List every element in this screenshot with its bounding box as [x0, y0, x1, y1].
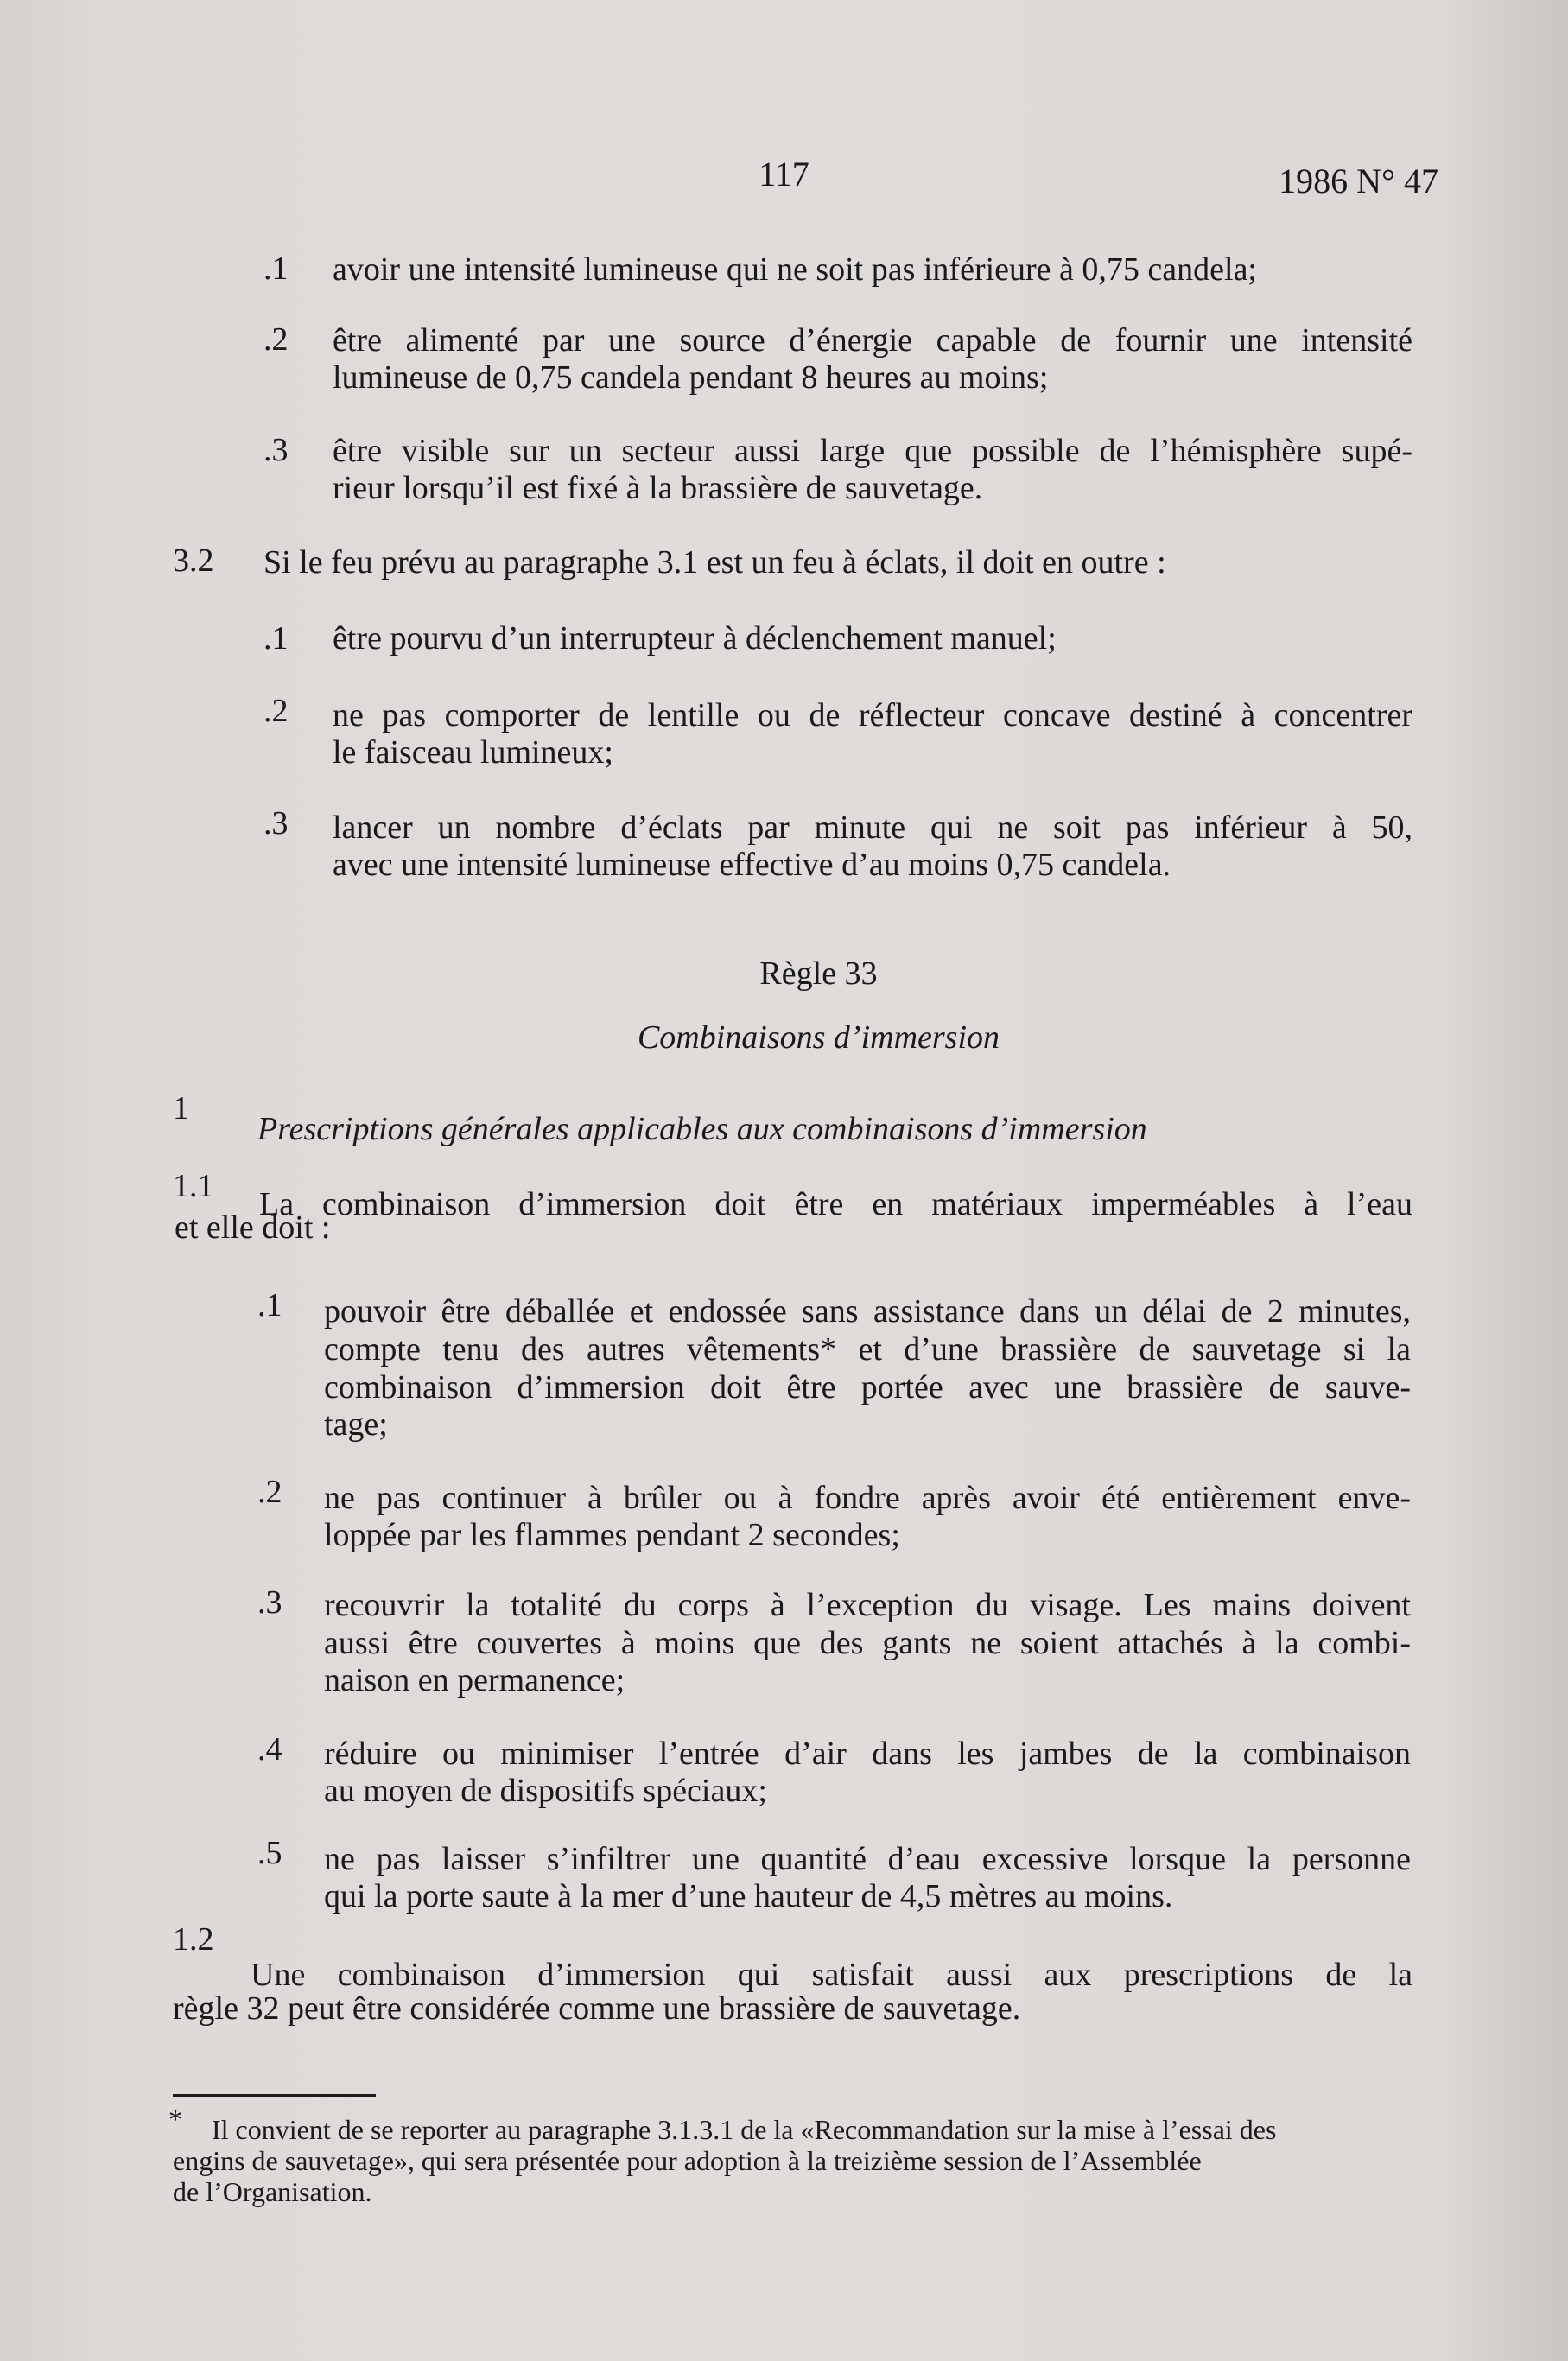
paragraph-line: et elle doit :	[175, 1209, 331, 1246]
paragraph-line: La combinaison d’immersion doit être en matériaux imperméables à l’eau	[259, 1186, 1412, 1222]
list-item-line: combinaison d’immersion doit être portée avec une brassière de sauve-	[324, 1369, 1411, 1406]
section-number: 1	[173, 1090, 189, 1127]
paragraph-line: règle 32 peut être considérée comme une brassière de sauvetage.	[173, 1990, 1021, 2027]
list-item: avoir une intensité lumineuse qui ne soit pas inférieure à 0,75 candela;	[333, 251, 1257, 288]
footnote-line: de l’Organisation.	[173, 2176, 372, 2207]
list-item-line: naison en permanence;	[324, 1662, 625, 1698]
rule-title: Règle 33	[759, 955, 878, 992]
list-item-line: avec une intensité lumineuse effective d’au moins 0,75 candela.	[333, 847, 1171, 883]
list-item-line: le faisceau lumineux;	[333, 734, 613, 771]
section-number: 3.2	[173, 543, 214, 579]
item-number: .2	[257, 1474, 282, 1510]
list-item-line: aussi être couvertes à moins que des gants ne soient attachés à la combi-	[324, 1625, 1411, 1661]
item-number: .2	[263, 693, 289, 729]
section-intro: Si le feu prévu au paragraphe 3.1 est un feu à éclats, il doit en outre :	[263, 544, 1166, 581]
list-item-line: au moyen de dispositifs spéciaux;	[324, 1773, 767, 1809]
issue-number: 1986 N° 47	[1279, 162, 1438, 200]
item-number: .3	[263, 805, 289, 841]
item-number: .4	[257, 1731, 282, 1768]
item-number: .3	[263, 432, 289, 468]
footnote-marker: *	[168, 2104, 182, 2135]
footnote-rule	[173, 2094, 376, 2097]
list-item-line: pouvoir être déballée et endossée sans assistance dans un délai de 2 minutes,	[324, 1293, 1411, 1330]
list-item-line: recouvrir la totalité du corps à l’exception du visage. Les mains doivent	[324, 1587, 1411, 1623]
section-number: 1.2	[173, 1921, 214, 1958]
list-item-line: qui la porte saute à la mer d’une hauteur de 4,5 mètres au moins.	[324, 1878, 1173, 1914]
item-number: .3	[257, 1584, 282, 1621]
paragraph-line: Une combinaison d’immersion qui satisfait aussi aux prescriptions de la	[251, 1957, 1412, 1993]
section-number: 1.1	[173, 1168, 214, 1204]
rule-subtitle: Combinaisons d’immersion	[637, 1019, 1000, 1056]
list-item-line: ne pas comporter de lentille ou de réflecteur concave destiné à concentrer	[333, 697, 1412, 733]
list-item-line: lancer un nombre d’éclats par minute qui ne soit pas inférieur à 50,	[333, 809, 1412, 846]
list-item-line: être pourvu d’un interrupteur à déclenchement manuel;	[333, 620, 1057, 657]
list-item-line: ne pas continuer à brûler ou à fondre après avoir été entièrement enve-	[324, 1480, 1411, 1516]
list-item-line: être visible sur un secteur aussi large que possible de l’hémisphère supé-	[333, 433, 1412, 469]
list-item-line: réduire ou minimiser l’entrée d’air dans les jambes de la combinaison	[324, 1736, 1411, 1772]
item-number: .5	[257, 1835, 282, 1871]
list-item-line: compte tenu des autres vêtements* et d’une brassière de sauvetage si la	[324, 1331, 1411, 1368]
item-number: .1	[257, 1287, 282, 1323]
item-number: .1	[263, 620, 289, 657]
list-item-line: lumineuse de 0,75 candela pendant 8 heures au moins;	[333, 359, 1049, 396]
section-heading: Prescriptions générales applicables aux combinaisons d’immersion	[257, 1111, 1147, 1147]
list-item-line: être alimenté par une source d’énergie capable de fournir une intensité	[333, 322, 1412, 359]
list-item-line: loppée par les flammes pendant 2 secondes;	[324, 1517, 900, 1553]
footnote-line: Il convient de se reporter au paragraphe 3.1.3.1 de la «Recommandation sur la mise à l’essai des	[212, 2114, 1277, 2145]
list-item-line: rieur lorsqu’il est fixé à la brassière de sauvetage.	[333, 470, 983, 506]
list-item-line: tage;	[324, 1406, 388, 1443]
item-number: .1	[263, 251, 289, 287]
list-item-line: ne pas laisser s’infiltrer une quantité d’eau excessive lorsque la personne	[324, 1841, 1411, 1877]
item-number: .2	[263, 321, 289, 358]
page-number: 117	[759, 155, 809, 194]
footnote-line: engins de sauvetage», qui sera présentée pour adoption à la treizième session de l’Assemblée	[173, 2145, 1202, 2176]
